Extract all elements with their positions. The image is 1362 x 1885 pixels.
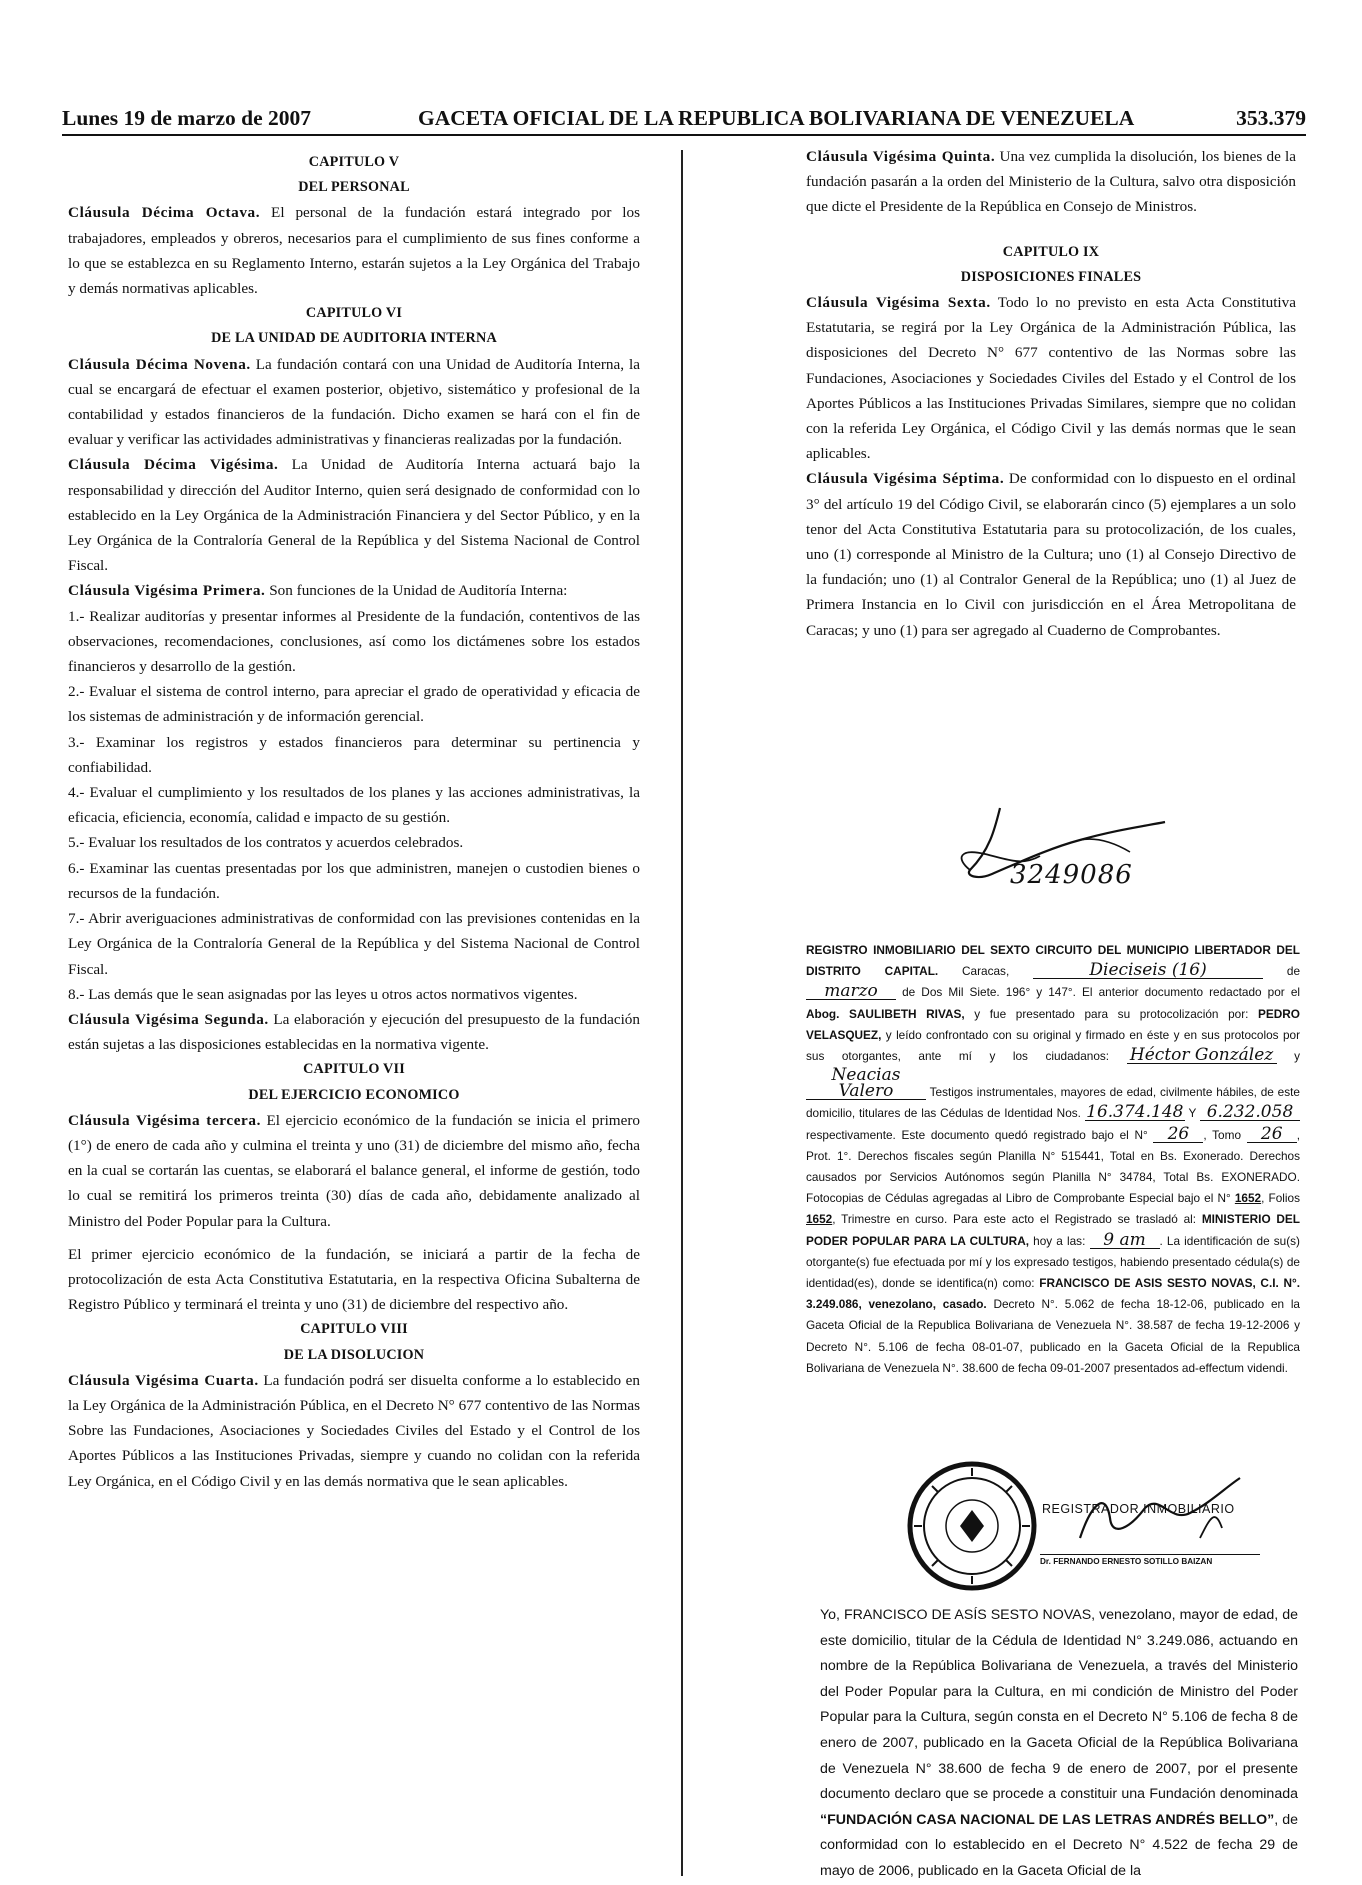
clause-21-text: Son funciones de la Unidad de Auditoría Interna: — [269, 582, 568, 600]
clause-24-text: La fundación podrá ser disuelta conforme a lo establecido en la Ley Orgánica de la Administración Pública, en el Decreto N° 677 contentivo de las Normas Sobre las Fundaciones, Asociaciones y Sociedades Civiles del Estado y el Control de los Aportes Públicos a las Instituciones Privadas, siempre y cuando no colidan con la referida Ley Orgánica, en el Código Civil y en las demás normativa que le sean aplicables. — [68, 1371, 641, 1490]
chapter-9-subtitle: DISPOSICIONES FINALES — [960, 268, 1142, 285]
chapter-7-title: CAPITULO VII — [303, 1061, 405, 1078]
clause-22-text: La elaboración y ejecución del presupuesto de la fundación están sujetas a las disposiciones establecidas en la normativa vigente. — [68, 1010, 640, 1054]
registry-number: 1652 — [1234, 1191, 1262, 1206]
chapter-9-title: CAPITULO IX — [1002, 243, 1100, 260]
chapter-6-title: CAPITULO VI — [305, 305, 403, 322]
clause-21 — [68, 578, 640, 603]
registry-text: hoy a las: — [1033, 1233, 1086, 1248]
foundation-name: “FUNDACIÓN CASA NACIONAL DE LAS LETRAS ANDRÉS BELLO” — [820, 1811, 1275, 1828]
registry-text: , Trimestre en curso. Para este acto el Registrado se trasladó al: — [832, 1212, 1197, 1227]
registry-text: Decreto N°. 5.062 de fecha 18-12-06, publicado en la Gaceta Oficial de la Republica Bolivariana de Venezuela N°. 38.587 de fecha 19-12-2006 y Decreto N°. 5.106 de fecha 08-01-07, publicado en la Gaceta Oficial de la Republica Bolivariana de Venezuela N°. 38.600 de fecha 09-01-2007 presentados ad-effectum videndi. — [806, 1297, 1300, 1375]
list-item: 8.- Las demás que le sean asignadas por las leyes u otros actos normativos vigentes. — [68, 985, 578, 1003]
registry-note — [806, 940, 1300, 1379]
clause-26 — [806, 290, 1296, 466]
list-item: 4.- Evaluar el cumplimiento y los resultados de los planes y las acciones administrativas, la eficacia, eficiencia, economía, calidad e impacto de su gestión. — [68, 784, 640, 827]
header-date: Lunes 19 de marzo de 2007 — [62, 106, 312, 130]
clause-23-paragraph-2: El primer ejercicio económico de la fundación, se iniciará a partir de la fecha de protocolización de esta Acta Constitutiva Estatutaria, en la respectiva Oficina Subalterna de Registro Público y terminará el treinta y uno (31) de diciembre del respectivo año. — [68, 1245, 640, 1314]
chapter-6-subtitle: DE LA UNIDAD DE AUDITORIA INTERNA — [211, 330, 497, 347]
clause-22-label: Cláusula Vigésima Segunda. — [68, 1010, 269, 1028]
registry-text: Testigos instrumentales, mayores de edad, civilmente hábiles, de este domicilio, titulares de las Cédulas de Identidad Nos. — [806, 1085, 1300, 1121]
list-item: 5.- Evaluar los resultados de los contratos y acuerdos celebrados. — [68, 834, 464, 852]
handwritten-witness-2: Neacias Valero — [806, 1067, 926, 1100]
list-item: 7.- Abrir averiguaciones administrativas de conformidad con las previsiones contenidas en la Ley Orgánica de la Contraloría General de la República y del Sistema Nacional de Control Fiscal. — [68, 910, 640, 978]
clause-27-label: Cláusula Vigésima Séptima. — [806, 470, 1005, 488]
list-item: 6.- Examinar las cuentas presentadas por los que administren, manejen o custodien bienes o recursos de la fundación. — [68, 859, 640, 902]
clause-23 — [68, 1108, 640, 1234]
left-column — [68, 150, 640, 1494]
registry-text: , Prot. 1°. Derechos fiscales según Planilla N° 515441, Total en Bs. Exonerado. Derechos causados por Servicios Autónomos según Planilla N° 34784, Total Bs. EXONERADO. Fotocopias de Cédulas agregadas al Libro de Comprobante Especial bajo el N° — [806, 1127, 1300, 1206]
registry-presenter: PEDRO VELASQUEZ, — [806, 1006, 1300, 1042]
chapter-5-subtitle: DEL PERSONAL — [298, 179, 410, 196]
clause-27-text: De conformidad con lo dispuesto en el ordinal 3° del artículo 19 del Código Civil, se elaborarán cinco (5) ejemplares a un solo tenor del Acta Constitutiva Estatutaria para su protocolización, de los cuales, uno (1) corresponde al Ministro de la Cultura; uno (1) al Consejo Directivo de la fundación; uno (1) al Contralor General de la República; uno (1) al Juez de Primera Instancia en lo Civil con jurisdicción en el Área Metropolitana de Caracas; y uno (1) para ser agregado al Cuaderno de Comprobantes. — [806, 470, 1296, 639]
declaration-text-end: , de conformidad con lo establecido en el Decreto N° 4.522 de fecha 29 de mayo de 2006, publicado en la Gaceta Oficial de la — [820, 1811, 1298, 1879]
chapter-7-subtitle: DEL EJERCICIO ECONOMICO — [248, 1086, 460, 1103]
handwritten-id-2: 6.232.058 — [1200, 1104, 1300, 1121]
clause-18 — [68, 200, 640, 301]
registry-folios: 1652 — [806, 1212, 833, 1227]
list-item: 3.- Examinar los registros y estados financieros para determinar su pertinencia y confiabilidad. — [68, 733, 640, 776]
chapter-8-subtitle: DE LA DISOLUCION — [283, 1346, 425, 1363]
clause-25 — [806, 144, 1296, 220]
handwritten-month: marzo — [806, 983, 896, 1000]
list-item: 1.- Realizar auditorías y presentar informes al Presidente de la fundación, contentivos de las observaciones, recomendaciones, conclusiones, así como los dictámenes sobre los estados financieros y desarrollo de la gestión. — [68, 607, 640, 676]
registry-text: de — [1286, 964, 1301, 979]
handwritten-record-number: 26 — [1153, 1126, 1203, 1143]
registry-office: REGISTRO INMOBILIARIO DEL SEXTO CIRCUITO DEL MUNICIPIO LIBERTADOR DEL DISTRITO CAPITAL. — [806, 943, 1300, 979]
registry-text: . La identificación de su(s) otorgante(s) fue efectuada por mí y los expresado testigos, habiendo presentado cédula(s) de identidad(es), donde se identifica(n) como: — [806, 1233, 1300, 1291]
header-title: GACETA OFICIAL DE LA REPUBLICA BOLIVARIANA DE VENEZUELA — [418, 106, 1135, 130]
clause-20 — [68, 452, 640, 578]
clause-20-text: La Unidad de Auditoría Interna actuará bajo la responsabilidad y dirección del Auditor Interno, quien será designado de conformidad con lo establecido en la Ley Orgánica de la Administración Financiera y del Sector Público, y en la Ley Orgánica de la Contraloría General de la República y del Sistema Nacional de Control Fiscal. — [68, 456, 641, 575]
clause-24 — [68, 1368, 640, 1494]
clause-19-label: Cláusula Décima Novena. — [68, 355, 251, 373]
registrar-signature — [1050, 1468, 1260, 1558]
clause-20-label: Cláusula Décima Vigésima. — [68, 456, 279, 474]
handwritten-signature — [930, 788, 1190, 908]
official-seal — [902, 1456, 1042, 1596]
handwritten-time: 9 am — [1090, 1232, 1160, 1249]
clause-26-label: Cláusula Vigésima Sexta. — [806, 294, 991, 312]
declaration-paragraph — [820, 1603, 1298, 1885]
chapter-8-title: CAPITULO VIII — [300, 1321, 408, 1338]
header-page-number: 353.379 — [1236, 106, 1306, 130]
clause-24-label: Cláusula Vigésima Cuarta. — [68, 1371, 259, 1389]
handwritten-id-1: 16.374.148 — [1086, 1102, 1184, 1123]
registry-grantor: FRANCISCO DE ASIS SESTO NOVAS, C.I. N°. 3.249.086, venezolano, casado. — [806, 1276, 1300, 1312]
chapter-5-title: CAPITULO V — [308, 154, 400, 170]
registrar-label: REGISTRADOR INMOBILIARIO — [1042, 1502, 1235, 1516]
page-header — [62, 104, 1306, 136]
handwritten-witness-1: Héctor González — [1127, 1047, 1277, 1064]
clause-18-text: El personal de la fundación estará integrado por los trabajadores, empleados y obreros, necesarios para el cumplimiento de sus fines conforme a lo que se establezca en su Reglamento Interno, estarán sujetos a la Ley Orgánica del Trabajo y demás normativas aplicables. — [68, 204, 641, 298]
registry-text: Y — [1188, 1106, 1197, 1121]
clause-22 — [68, 1007, 640, 1057]
list-item: 2.- Evaluar el sistema de control interno, para apreciar el grado de operatividad y eficacia de los sistemas de administración y de información gerencial. — [68, 683, 640, 726]
registry-city: Caracas, — [962, 964, 1010, 979]
declaration-text: Yo, FRANCISCO DE ASÍS SESTO NOVAS, venezolano, mayor de edad, de este domicilio, titular de la Cédula de Identidad N° 3.249.086, actuando en nombre de la República Bolivariana de Venezuela, a través del Ministerio del Poder Popular para la Cultura, en mi condición de Ministro del Poder Popular para la Cultura, según consta en el Decreto N° 5.106 de fecha 8 de enero de 2007, publicado en la Gaceta Oficial de la República Bolivariana de Venezuela N° 38.600 de fecha 9 de enero de 2007, por el presente documento declaro que se procede a constituir una Fundación denominada — [820, 1607, 1298, 1803]
clause-26-text: Todo lo no previsto en esta Acta Constitutiva Estatutaria, se regirá por la Ley Orgánica de la Administración Pública, las disposiciones del Decreto N° 677 contentivo de las Normas sobre las Fundaciones, Asociaciones y Sociedades Civiles del Estado y el Control de los Aportes Públicos a las Instituciones Privadas Similares, siempre que no colidan con la referida Ley Orgánica, el Código Civil y las demás normas que le sean aplicables. — [806, 294, 1296, 463]
clause-19-text: La fundación contará con una Unidad de Auditoría Interna, la cual se encargará de efectuar el examen posterior, objetivo, sistemático y profesional de la contabilidad y estados financieros de la fundación. Dicho examen se hará con el fin de evaluar y verificar las actividades administrativas y financieras realizadas por la fundación. — [68, 355, 640, 449]
registry-drafter: Abog. SAULIBETH RIVAS, — [806, 1006, 965, 1021]
clause-25-text: Una vez cumplida la disolución, los bienes de la fundación pasarán a la orden del Ministerio de la Cultura, salvo otra disposición que dicte el Presidente de la República en Consejo de Ministros. — [806, 148, 1296, 216]
column-divider — [681, 150, 683, 1876]
clause-23-label: Cláusula Vigésima tercera. — [68, 1111, 261, 1129]
registry-text: , Tomo — [1203, 1127, 1242, 1142]
clause-23-text: El ejercicio económico de la fundación se inicia el primero (1°) de enero de cada año y culmina el treinta y uno (31) de diciembre del mismo año, fecha en la cual se cortarán las cuentas, se elaborará el balance general, el informe de gestión, todo lo cual se remitirá los primeros treinta (30) días de cada año, debidamente analizado al Ministro del Poder Popular para la Cultura. — [68, 1111, 640, 1230]
registry-text: , Folios — [1261, 1191, 1300, 1206]
signature-id-number: 3249086 — [1010, 860, 1133, 890]
registry-text: y fue presentado para su protocolización por: — [974, 1006, 1249, 1021]
registry-location: MINISTERIO DEL PODER POPULAR PARA LA CULTURA, — [806, 1212, 1300, 1248]
clause-27 — [806, 466, 1296, 642]
registrar-name: Dr. FERNANDO ERNESTO SOTILLO BAIZAN — [1040, 1554, 1260, 1566]
handwritten-tomo: 26 — [1247, 1126, 1297, 1143]
clause-19 — [68, 352, 640, 453]
handwritten-day: Dieciseis (16) — [1033, 962, 1263, 979]
right-column — [806, 144, 1296, 643]
registry-text: de Dos Mil Siete. 196° y 147°. El anterior documento redactado por el — [902, 985, 1301, 1000]
clause-25-label: Cláusula Vigésima Quinta. — [806, 148, 996, 165]
registry-text: y — [1294, 1049, 1301, 1064]
registry-text: y leído confrontado con su original y firmado en éste y en sus protocolos por sus otorgantes, ante mí y los ciudadanos: — [806, 1027, 1300, 1064]
registry-text: respectivamente. Este documento quedó registrado bajo el N° — [806, 1127, 1148, 1142]
clause-18-label: Cláusula Décima Octava. — [68, 204, 261, 222]
clause-21-label: Cláusula Vigésima Primera. — [68, 582, 266, 600]
